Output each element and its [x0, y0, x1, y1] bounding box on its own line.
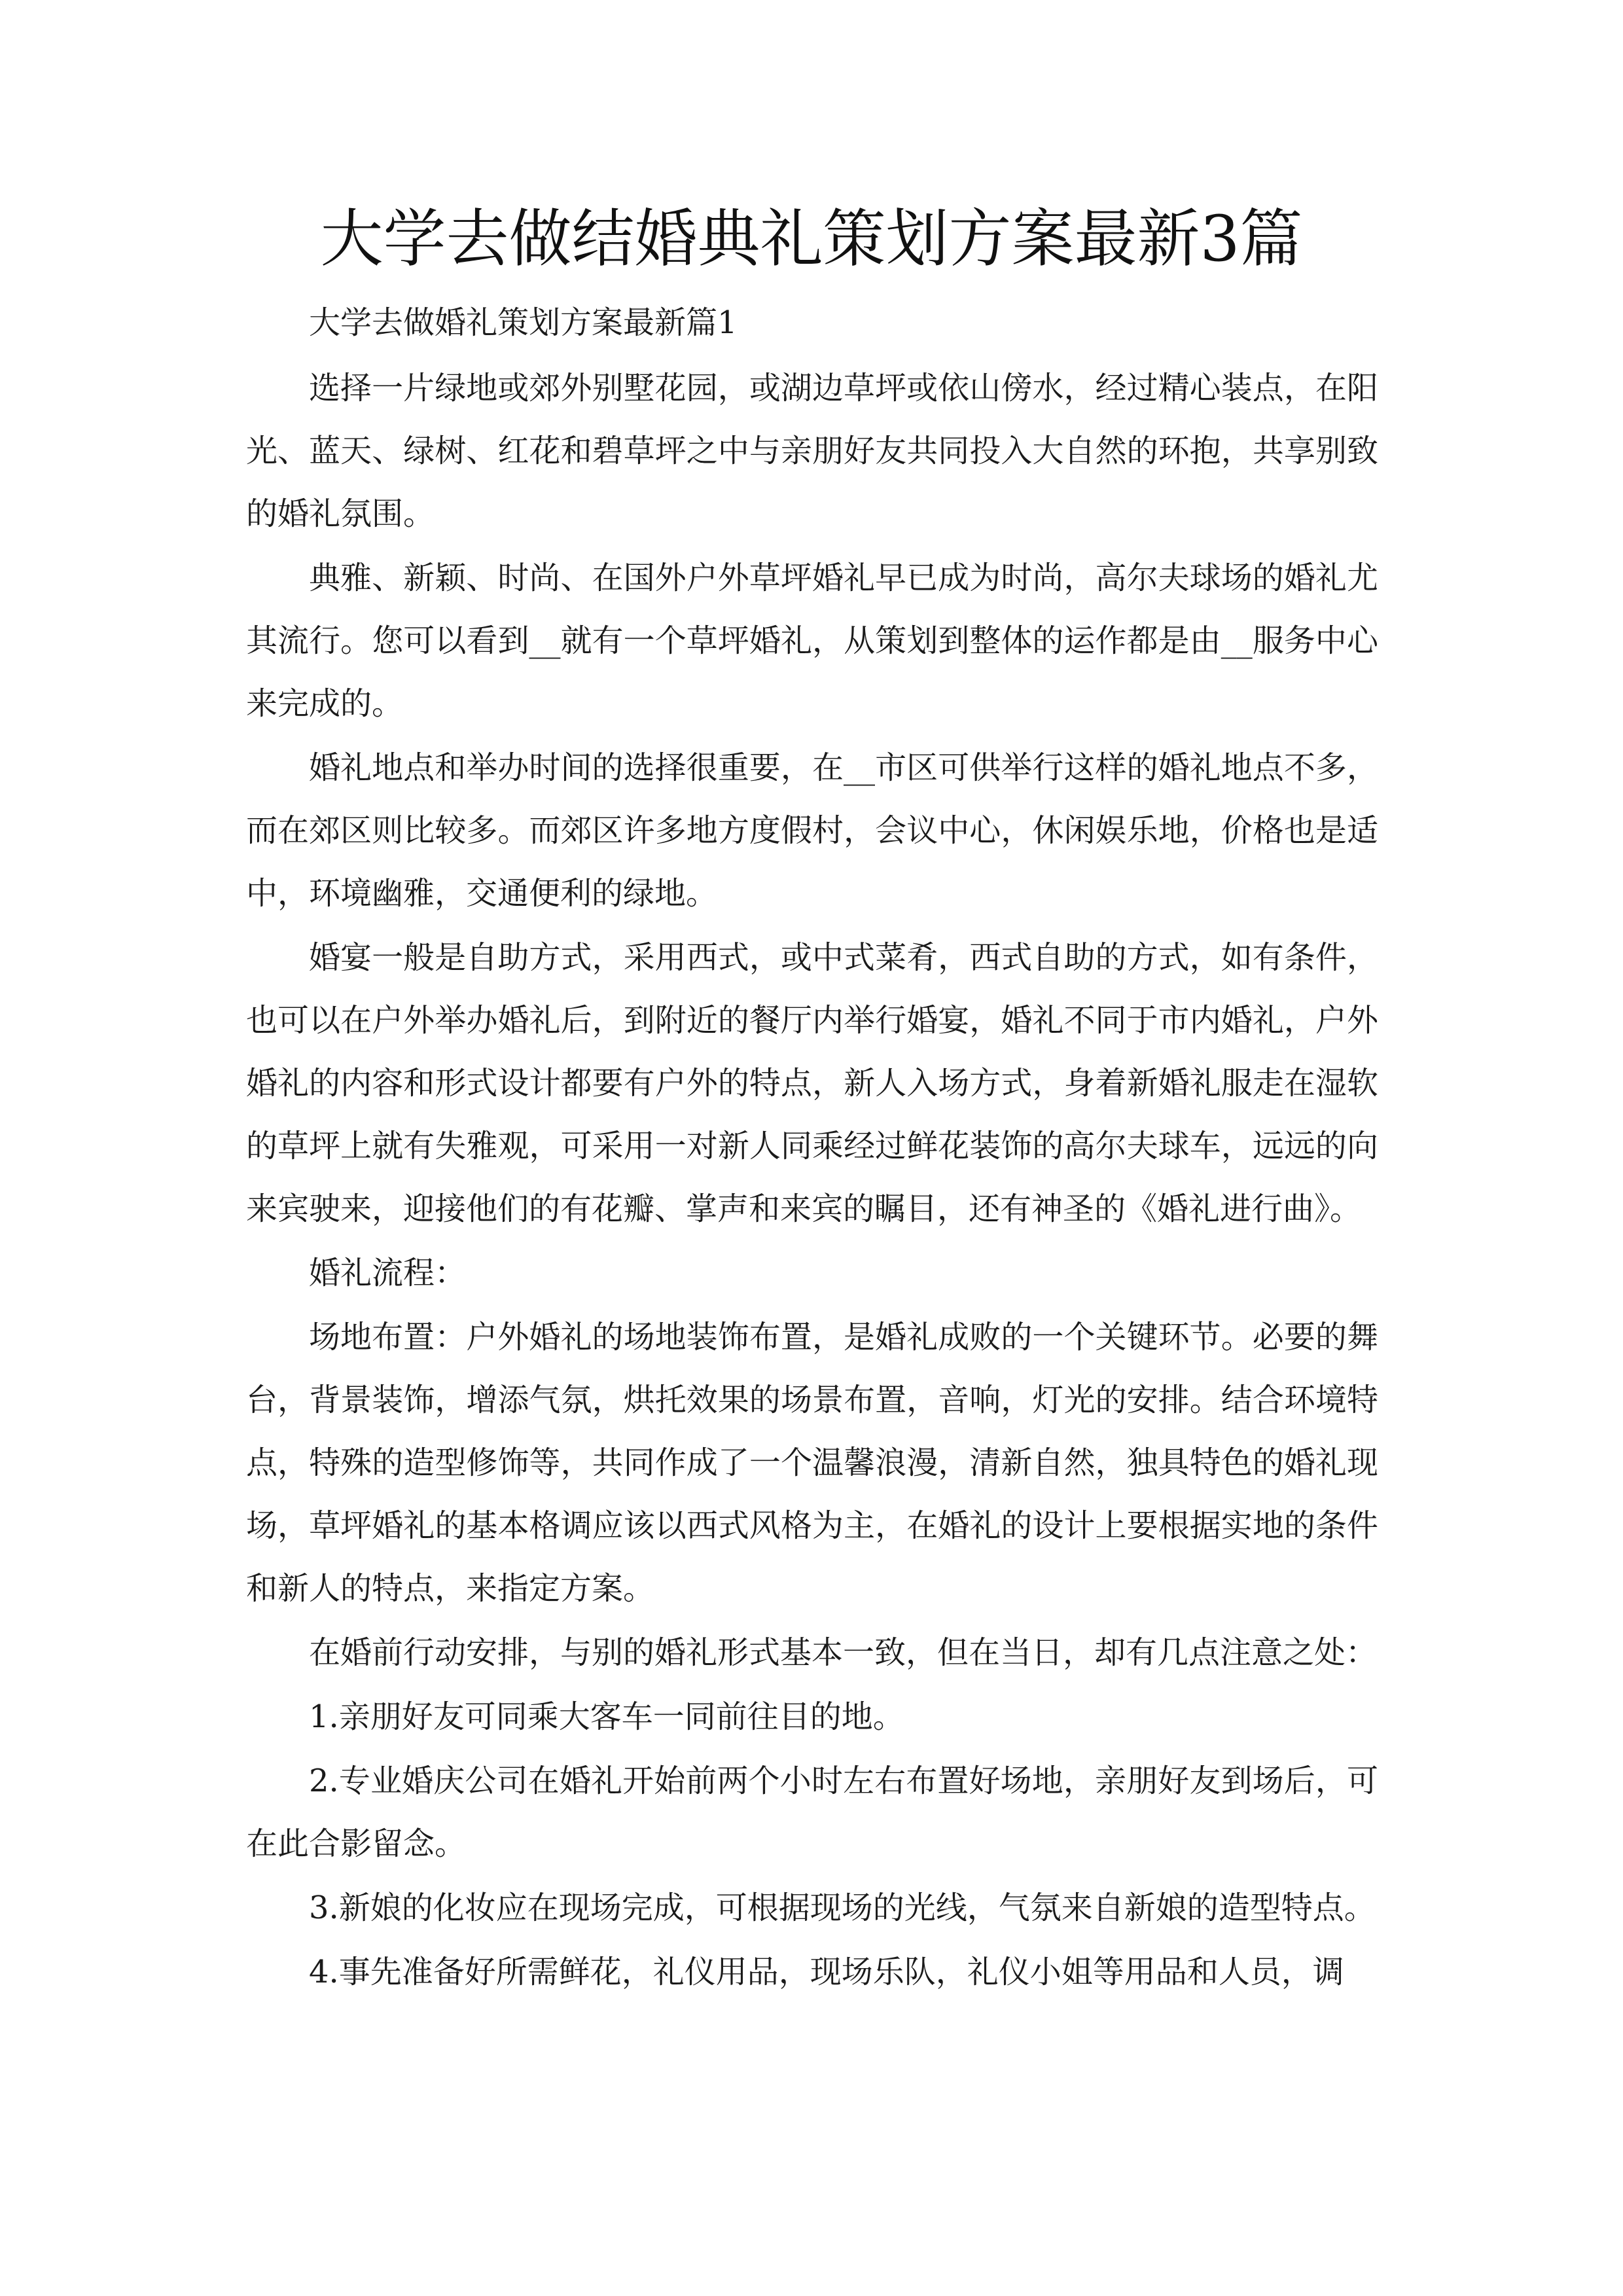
paragraph: 婚宴一般是自助方式，采用西式，或中式菜肴，西式自助的方式，如有条件，也可以在户外举办婚礼后，到附近的餐厅内举行婚宴，婚礼不同于市内婚礼，户外婚礼的内容和形式设计都要有户外的特点，新人入场方式，身着新婚礼服走在湿软的草坪上就有失雅观，可采用一对新人同乘经过鲜花装饰的高尔夫球车，远远的向来宾驶来，迎接他们的有花瓣、掌声和来宾的瞩目，还有神圣的《婚礼进行曲》。 — [246, 939, 1378, 1227]
paragraph: 婚礼地点和举办时间的选择很重要，在__市区可供举行这样的婚礼地点不多，而在郊区则比较多。而郊区许多地方度假村，会议中心，休闲娱乐地，价格也是适中，环境幽雅，交通便利的绿地。 — [246, 749, 1378, 912]
paragraph: 婚礼流程： — [309, 1255, 467, 1291]
paragraph: 选择一片绿地或郊外别墅花园，或湖边草坪或依山傍水，经过精心装点，在阳光、蓝天、绿树、红花和碧草坪之中与亲朋好友共同投入大自然的环抱，共享别致的婚礼氛围。 — [246, 370, 1378, 532]
list-item: 4.事先准备好所需鲜花，礼仪用品，现场乐队，礼仪小姐等用品和人员，调 — [309, 1954, 1344, 1990]
list-item: 1.亲朋好友可同乘大客车一同前往目的地。 — [309, 1698, 904, 1735]
section-subtitle: 大学去做婚礼策划方案最新篇1 — [309, 304, 738, 341]
paragraph: 典雅、新颖、时尚、在国外户外草坪婚礼早已成为时尚，高尔夫球场的婚礼尤其流行。您可以看到__就有一个草坪婚礼，从策划到整体的运作都是由__服务中心来完成的。 — [246, 560, 1378, 722]
paragraph: 场地布置：户外婚礼的场地装饰布置，是婚礼成败的一个关键环节。必要的舞台，背景装饰，增添气氛，烘托效果的场景布置，音响，灯光的安排。结合环境特点，特殊的造型修饰等，共同作成了一个温馨浪漫，清新自然，独具特色的婚礼现场，草坪婚礼的基本格调应该以西式风格为主，在婚礼的设计上要根据实地的条件和新人的特点，来指定方案。 — [246, 1319, 1378, 1607]
document-body — [246, 291, 1378, 2005]
paragraph: 在婚前行动安排，与别的婚礼形式基本一致，但在当日，却有几点注意之处： — [309, 1634, 1378, 1671]
document-title: 大学去做结婚典礼策划方案最新3篇 — [320, 202, 1303, 276]
list-item: 3.新娘的化妆应在现场完成，可根据现场的光线，气氛来自新娘的造型特点。 — [309, 1890, 1376, 1926]
list-item: 2.专业婚庆公司在婚礼开始前两个小时左右布置好场地，亲朋好友到场后，可在此合影留念。 — [246, 1763, 1378, 1862]
